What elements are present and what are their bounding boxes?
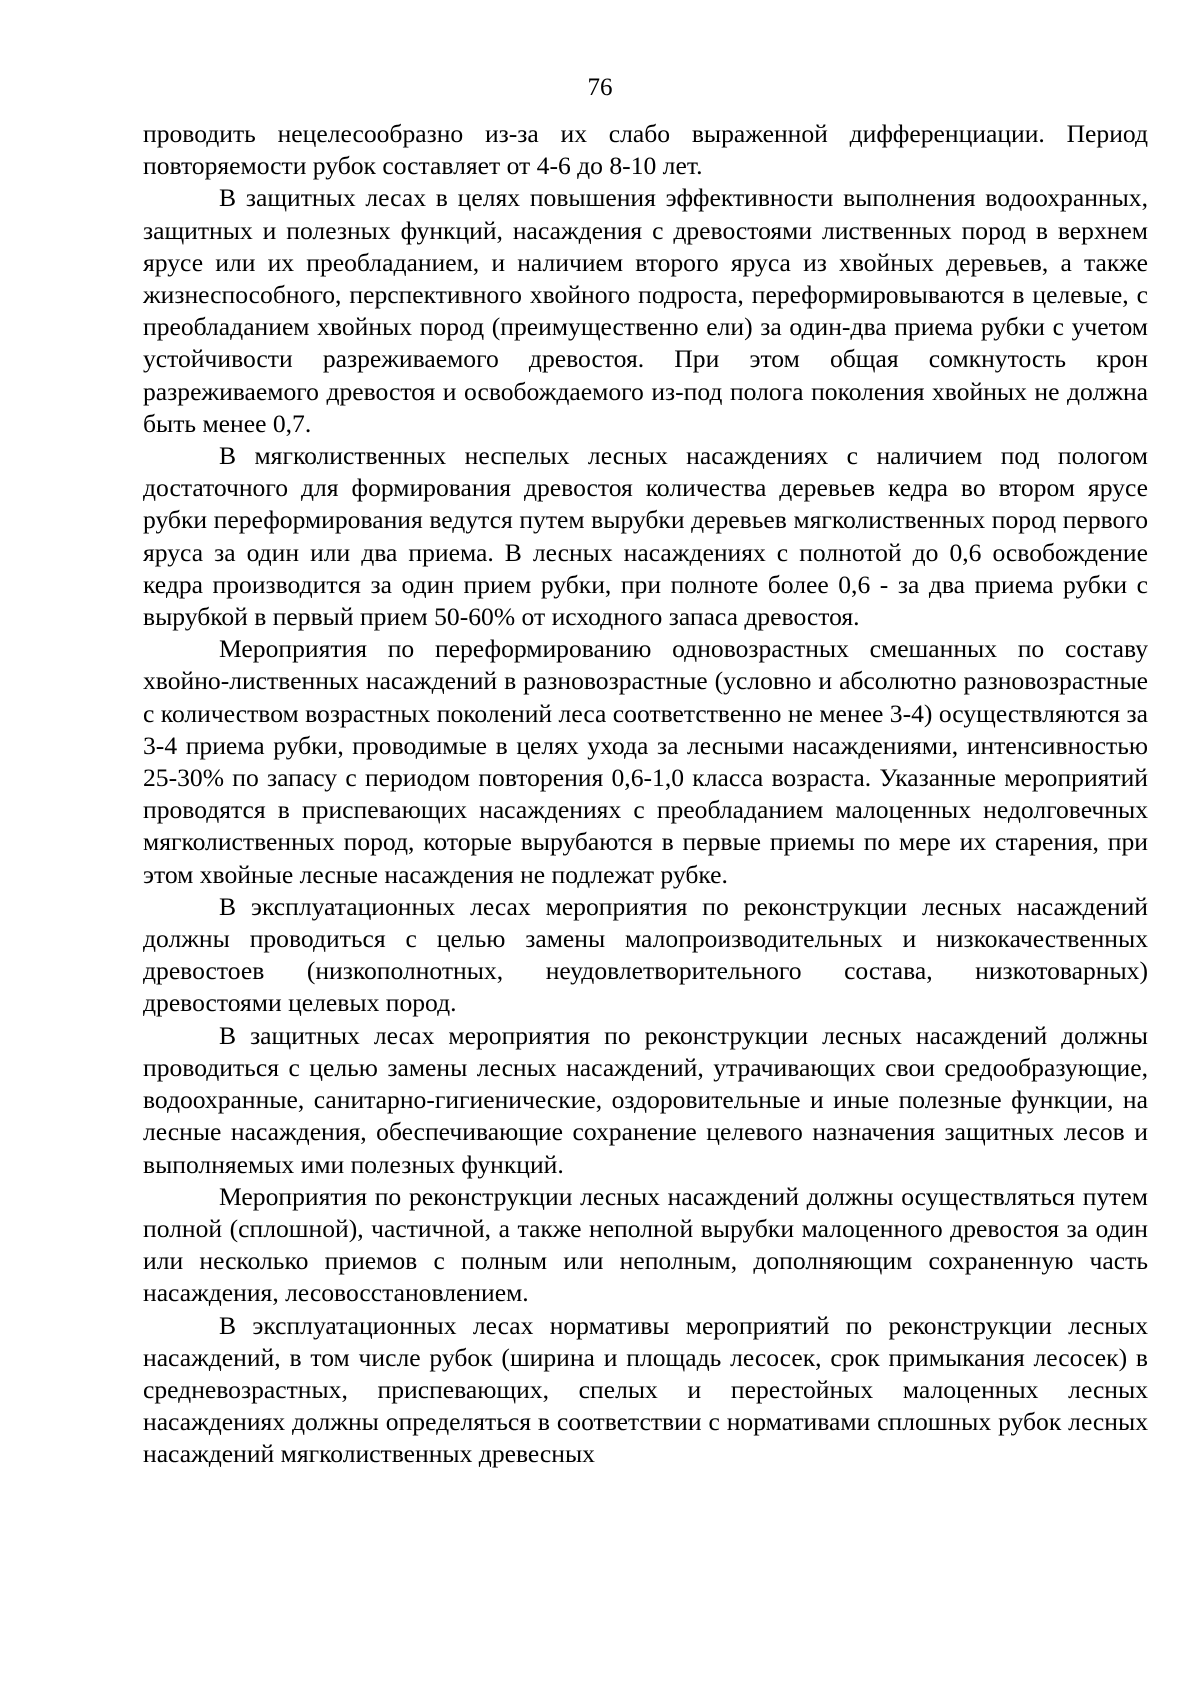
paragraph-continuation: проводить нецелесообразно из-за их слабо выраженной дифференциации. Период повторяемости рубок составляет от 4-6 до 8-10 лет. [143, 119, 1148, 181]
page-number: 76 [587, 74, 613, 101]
paragraph-protective-forests-reconstruction: В защитных лесах мероприятия по реконструкции лесных насаждений должны проводиться с целью замены лесных насаждений, утрачивающих свои средообразующие, водоохранные, санитарно-гигиенические, оздоровительные и иные полезные функции, на лесные насаждения, обеспечивающие сохранение целевого назначения защитных лесов и выполняемых ими полезных функций. [143, 1020, 1148, 1179]
paragraph-reconstruction-methods: Мероприятия по реконструкции лесных насаждений должны осуществляться путем полной (сплошной), частичной, а также неполной вырубки малоценного древостоя за один или несколько приемов с полным или неполным, дополняющим сохраненную часть насаждения, лесовосстановлением. [143, 1181, 1148, 1308]
paragraph-protective-forests-reformation: В защитных лесах в целях повышения эффективности выполнения водоохранных, защитных и полезных функций, насаждения с древостоями лиственных пород в верхнем ярусе или их преобладанием, и наличием второго яруса из хвойных деревьев, а также жизнеспособного, перспективного хвойного подроста, переформировываются в целевые, с преобладанием хвойных пород (преимущественно ели) за один-два приема рубки с учетом устойчивости разреживаемого древостоя. При этом общая сомкнутость крон разреживаемого древостоя и освобождаемого из-под полога поколения хвойных не должна быть менее 0,7. [143, 183, 1148, 438]
paragraph-reconstruction-norms: В эксплуатационных лесах нормативы мероприятий по реконструкции лесных насаждений, в том числе рубок (ширина и площадь лесосек, срок примыкания лесосек) в средневозрастных, приспевающих, спелых и перестойных малоценных лесных насаждениях должны определяться в соответствии с нормативами сплошных рубок лесных насаждений мягколиственных древесных [143, 1310, 1148, 1469]
paragraph-softwood-cedar-release: В мягколиственных неспелых лесных насаждениях с наличием под пологом достаточного для формирования древостоя количества деревьев кедра во втором ярусе рубки переформирования ведутся путем вырубки деревьев мягколиственных пород первого яруса за один или два приема. В лесных насаждениях с полнотой до 0,6 освобождение кедра производится за один прием рубки, при полноте более 0,6 - за два приема рубки с вырубкой в первый прием 50-60% от исходного запаса древостоя. [143, 441, 1148, 632]
paragraph-exploitation-forests-reconstruction: В эксплуатационных лесах мероприятия по реконструкции лесных насаждений должны проводиться с целью замены малопроизводительных и низкокачественных древостоев (низкополнотных, неудовлетворительного состава, низкотоварных) древостоями целевых пород. [143, 891, 1148, 1018]
paragraph-uneven-aged-reformation: Мероприятия по переформированию одновозрастных смешанных по составу хвойно-лиственных насаждений в разновозрастные (условно и абсолютно разновозрастные с количеством возрастных поколений леса соответственно не менее 3-4) осуществляются за 3-4 приема рубки, проводимые в целях ухода за лесными насаждениями, интенсивностью 25-30% по запасу с периодом повторения 0,6-1,0 класса возраста. Указанные мероприятий проводятся в приспевающих насаждениях с преобладанием малоценных недолговечных мягколиственных пород, которые вырубаются в первые приемы по мере их старения, при этом хвойные лесные насаждения не подлежат рубке. [143, 634, 1148, 889]
body-text [143, 118, 1148, 1471]
